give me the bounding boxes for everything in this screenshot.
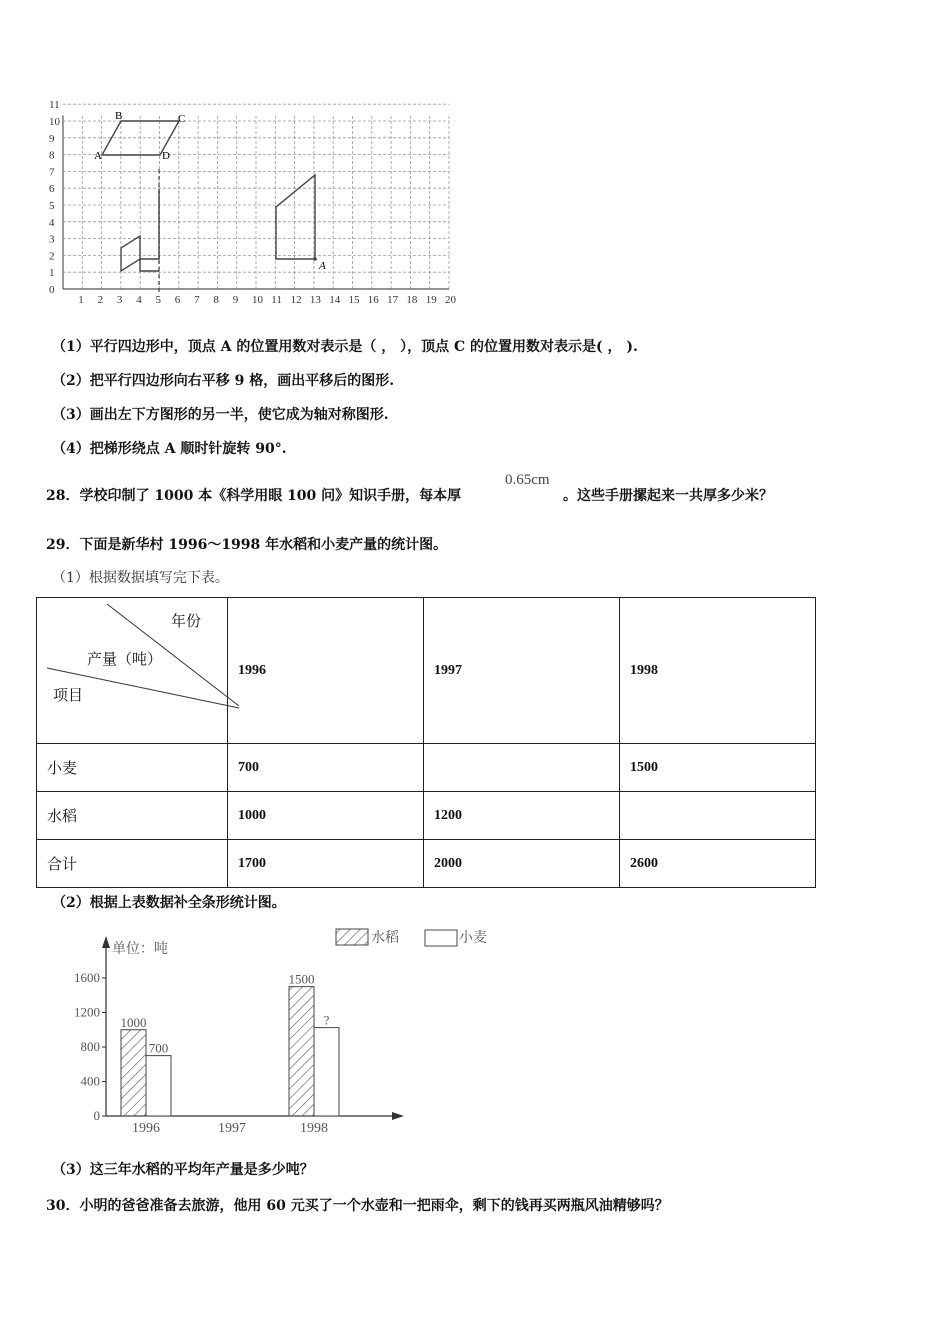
vertex-b-label: B [115, 110, 123, 122]
table-cell-blank[interactable] [424, 744, 620, 792]
x-category-label: 1996 [132, 1121, 160, 1136]
coordinate-grid-figure [40, 95, 465, 310]
table-cell: 1200 [424, 792, 620, 840]
q28-text-after: 。这些手册摞起来一共厚多少米？ [563, 488, 773, 504]
header-year-label: 年份 [171, 612, 202, 630]
grid-y-tick: 2 [49, 250, 55, 263]
header-year-1997: 1997 [424, 598, 620, 744]
table-cell: 1700 [228, 840, 424, 888]
table-cell: 1000 [228, 792, 424, 840]
bar-wheat-1998 [314, 1028, 339, 1116]
grid-y-tick: 0 [49, 284, 55, 296]
grid-x-tick: 16 [367, 294, 379, 306]
grid-x-tick: 17 [387, 294, 399, 306]
q27-part4: （4）把梯形绕点 A 顺时针旋转 90°. [52, 441, 287, 457]
grid-y-tick: 5 [49, 200, 55, 212]
grid-x-tick: 14 [329, 294, 341, 306]
grid-y-tick: 9 [49, 132, 55, 145]
grid-x-tick: 4 [136, 294, 142, 306]
table-row [37, 840, 816, 888]
bar-rice-1998 [289, 987, 314, 1116]
q29-title: 29．下面是新华村 1996～1998 年水稻和小麦产量的统计图。 [46, 537, 448, 553]
grid-x-tick: 19 [425, 294, 437, 306]
q27-part2: （2）把平行四边形向右平移 9 格，画出平移后的图形. [52, 373, 395, 389]
grid-y-tick: 11 [49, 99, 60, 112]
table-cell-blank[interactable] [620, 792, 816, 840]
grid-x-tick: 7 [194, 294, 200, 306]
vertex-a-label: A [94, 150, 102, 162]
legend-rice-swatch [336, 929, 368, 945]
table-row [37, 744, 816, 792]
vertex-d-label: D [162, 150, 170, 162]
vertex-c-label: C [178, 113, 186, 125]
bar-value-label: 1000 [120, 1014, 147, 1030]
y-tick-label: 800 [80, 1039, 100, 1054]
grid-x-tick: 12 [290, 294, 302, 306]
header-item-label: 项目 [53, 686, 84, 704]
rotation-point-label: A [319, 260, 326, 272]
q28-text-before: 28．学校印制了 1000 本《科学用眼 100 问》知识手册，每本厚 [46, 488, 462, 504]
y-axis-arrow [102, 936, 110, 948]
table-cell: 1500 [620, 744, 816, 792]
grid-y-tick: 7 [49, 166, 55, 179]
production-table [36, 597, 816, 888]
q29-part2: （2）根据上表数据补全条形统计图。 [52, 895, 286, 911]
y-tick-label: 1600 [74, 970, 100, 985]
grid-x-tick: 1 [78, 294, 84, 306]
grid-x-tick: 8 [213, 294, 219, 306]
table-cell: 2000 [424, 840, 620, 888]
q27-part1: （1）平行四边形中，顶点 A 的位置用数对表示是（ ， ），顶点 C 的位置用数对表示是( ， ). [52, 339, 638, 355]
bar-chart [60, 922, 420, 1138]
x-category-label: 1997 [218, 1121, 246, 1136]
x-category-label: 1998 [300, 1121, 328, 1136]
grid-y-tick: 8 [49, 149, 55, 162]
bar-value-label: 1500 [288, 971, 315, 987]
legend-rice-label: 水稻 [371, 930, 399, 946]
grid-x-tick: 10 [252, 294, 263, 306]
header-amount-label: 产量（吨） [87, 650, 163, 668]
bar-rice-1996 [121, 1030, 146, 1116]
bar-value-label: ? [323, 1012, 330, 1028]
grid-y-tick: 4 [49, 216, 55, 229]
table-cell: 2600 [620, 840, 816, 888]
header-year-1996: 1996 [228, 598, 424, 744]
grid-x-tick: 9 [232, 294, 239, 306]
grid-tick-labels [49, 99, 457, 306]
q29-part1: （1）根据数据填写完下表。 [52, 570, 229, 586]
y-tick-label: 400 [80, 1073, 100, 1089]
header-year-1998: 1998 [620, 598, 816, 744]
rotation-point [313, 257, 317, 261]
q30-text: 30．小明的爸爸准备去旅游，他用 60 元买了一个水壶和一把雨伞，剩下的钱再买两瓶风油精够吗？ [46, 1198, 669, 1214]
grid-x-tick: 20 [445, 294, 456, 306]
legend-wheat-box [424, 929, 458, 947]
q28-thickness-value: 0.65cm [505, 472, 550, 488]
grid-x-tick: 3 [116, 294, 123, 306]
y-tick-label: 0 [93, 1108, 100, 1123]
grid-y-tick: 6 [49, 183, 55, 196]
bar-wheat-1996 [146, 1056, 171, 1116]
trapezoid-shape [276, 175, 315, 259]
legend-wheat-label: 小麦 [459, 930, 487, 946]
table-cell: 700 [228, 744, 424, 792]
unit-label: 单位：吨 [112, 941, 168, 957]
q27-part3: （3）画出左下方图形的另一半，使它成为轴对称图形. [52, 407, 389, 423]
row-label-total: 合计 [37, 840, 228, 888]
grid-x-tick: 15 [348, 294, 360, 306]
table-header-row [37, 598, 816, 744]
q29-part3: （3）这三年水稻的平均年产量是多少吨？ [52, 1162, 314, 1178]
diagonal-header-cell [37, 598, 228, 744]
y-tick-label: 1200 [74, 1004, 100, 1020]
grid-x-tick: 18 [406, 294, 418, 306]
diagonal-lines [37, 598, 248, 744]
bar-value-label: 700 [148, 1040, 169, 1056]
grid-x-tick: 5 [155, 294, 161, 306]
grid-y-tick: 3 [49, 233, 55, 246]
grid-x-tick: 6 [174, 294, 181, 306]
row-label-wheat: 小麦 [37, 744, 228, 792]
grid-x-tick: 13 [309, 294, 321, 306]
grid-y-tick: 10 [49, 116, 60, 128]
grid-x-tick: 2 [97, 294, 104, 306]
grid-x-tick: 11 [271, 294, 282, 306]
table-row [37, 792, 816, 840]
grid-y-tick: 1 [49, 267, 55, 280]
row-label-rice: 水稻 [37, 792, 228, 840]
x-axis-arrow [392, 1112, 404, 1120]
